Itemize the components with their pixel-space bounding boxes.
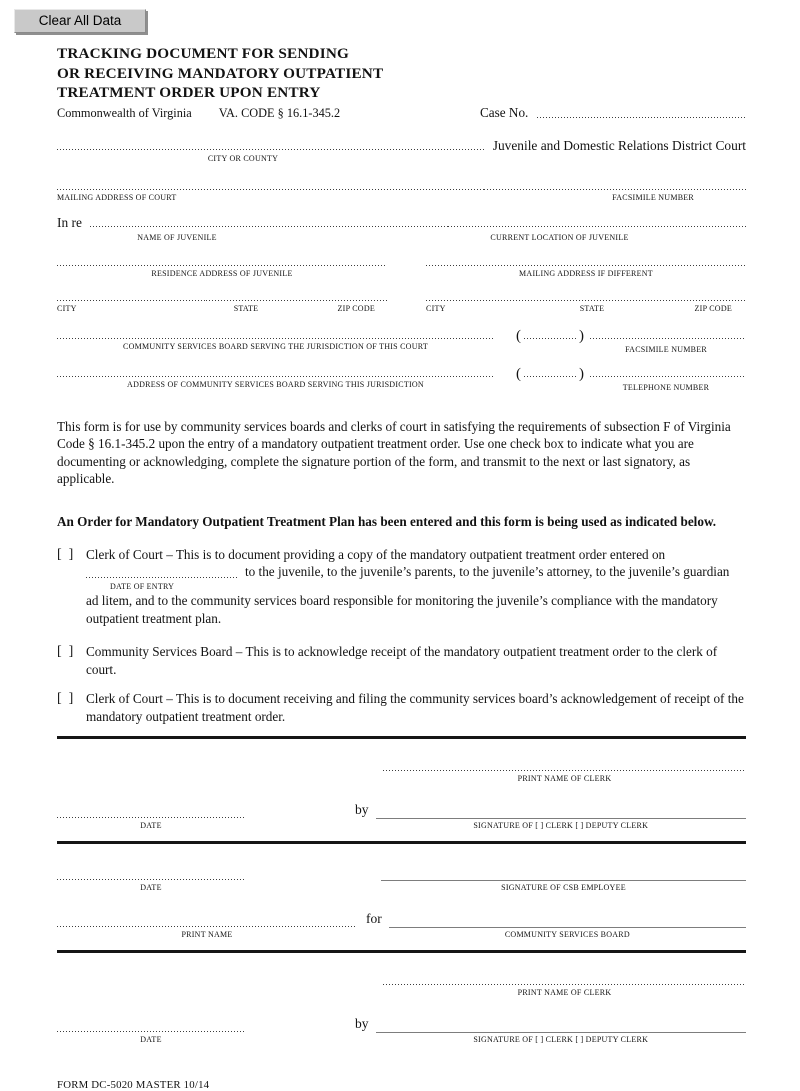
clerk-top-by-label: by — [355, 801, 369, 817]
clerk-copy-text-line2: to the juvenile, to the juvenile’s parents, to the juvenile’s attorney, to the juvenile’s guardian — [245, 564, 730, 580]
clerk-top-date-label: DATE — [140, 820, 162, 830]
mailing-zip-label: ZIP CODE — [694, 303, 732, 313]
court-facsimile-label: FACSIMILE NUMBER — [612, 192, 694, 202]
residence-state-field[interactable] — [206, 291, 305, 302]
csb-print-name-field[interactable] — [57, 917, 357, 928]
court-name-label: Juvenile and Domestic Relations District Court — [492, 137, 746, 153]
form-number: FORM DC-5020 MASTER 10/14 — [57, 1078, 210, 1091]
csb-address-label: ADDRESS OF COMMUNITY SERVICES BOARD SERVING THIS JURISDICTION — [127, 379, 424, 389]
clerk-copy-text-line3: ad litem, and to the community services board responsible for monitoring the juvenile’s compliance with the mandatory outpatient treatment plan. — [86, 593, 718, 626]
title-block — [57, 44, 383, 121]
clerk-bottom-signature-field[interactable] — [376, 1020, 747, 1033]
csb-address-row — [57, 367, 746, 393]
checkbox-item-clerk-copy — [57, 546, 746, 627]
date-of-entry-label: DATE OF ENTRY — [110, 582, 175, 592]
residence-city-field[interactable] — [57, 291, 206, 302]
residence-state-label: STATE — [233, 303, 259, 313]
csb-telephone-label: TELEPHONE NUMBER — [622, 382, 710, 392]
fax-paren-open: ( — [516, 327, 521, 344]
csb-employee-signature-field[interactable] — [381, 868, 746, 881]
csb-facsimile-label: FACSIMILE NUMBER — [625, 344, 707, 354]
subtitle-row — [57, 106, 383, 121]
current-location-label: CURRENT LOCATION OF JUVENILE — [490, 232, 629, 242]
clerk-bottom-date-label: DATE — [140, 1034, 162, 1044]
city-state-zip-row — [57, 291, 746, 315]
city-or-county-label: CITY OR COUNTY — [207, 153, 279, 163]
community-services-board-field[interactable] — [389, 915, 746, 928]
mailing-if-different-field[interactable] — [426, 256, 746, 267]
clerk-copy-text-line1: Clerk of Court – This is to document providing a copy of the mandatory outpatient treatment order entered on — [86, 546, 666, 562]
csb-date-field[interactable] — [57, 870, 245, 881]
clerk-top-print-name-field[interactable] — [383, 761, 746, 772]
in-re-label: In re — [57, 214, 82, 230]
phone-paren-close: ) — [579, 365, 584, 382]
clerk-bottom-print-name-label: PRINT NAME OF CLERK — [517, 987, 612, 997]
name-of-juvenile-field[interactable] — [90, 217, 448, 228]
section-divider-1 — [57, 736, 746, 739]
form-header — [57, 44, 746, 121]
csb-telephone-number-field[interactable] — [590, 367, 746, 378]
page-title-line1: TRACKING DOCUMENT FOR SENDING — [57, 45, 349, 62]
signature-block-clerk-top — [57, 761, 746, 831]
checkbox-item-csb-receipt — [57, 643, 746, 678]
page-title-line2: OR RECEIVING MANDATORY OUTPATIENT — [57, 64, 384, 82]
court-address-row — [57, 180, 746, 203]
city-or-county-field[interactable] — [57, 140, 485, 151]
csb-receipt-text: Community Services Board – This is to acknowledge receipt of the mandatory outpatient treatment order to the clerk of court. — [86, 644, 718, 677]
csb-date-label: DATE — [140, 882, 162, 892]
community-services-board-label: COMMUNITY SERVICES BOARD — [504, 929, 630, 939]
case-no-field[interactable] — [537, 108, 746, 119]
mailing-city-label: CITY — [426, 303, 446, 313]
clerk-bottom-date-field[interactable] — [57, 1022, 245, 1033]
residence-address-field[interactable] — [57, 256, 387, 267]
case-no-label: Case No. — [480, 104, 529, 120]
csb-name-field[interactable] — [57, 329, 494, 340]
mailing-address-of-court-field[interactable] — [57, 180, 484, 191]
form-page — [57, 44, 746, 1091]
current-location-field[interactable] — [448, 217, 746, 228]
date-of-entry-field[interactable] — [86, 567, 238, 578]
phone-paren-open: ( — [516, 365, 521, 382]
court-facsimile-field[interactable] — [484, 180, 746, 191]
clerk-bottom-print-name-field[interactable] — [383, 975, 746, 986]
section-divider-3 — [57, 950, 746, 953]
juvenile-address-row — [57, 256, 746, 279]
clerk-bottom-by-label: by — [355, 1015, 369, 1031]
mailing-city-field[interactable] — [426, 291, 570, 302]
csb-name-label: COMMUNITY SERVICES BOARD SERVING THE JURISDICTION OF THIS COURT — [123, 341, 428, 351]
csb-receipt-checkbox[interactable]: [ ] — [57, 644, 74, 660]
clerk-copy-checkbox[interactable]: [ ] — [57, 546, 74, 562]
residence-zip-field[interactable] — [305, 291, 388, 302]
mailing-state-field[interactable] — [570, 291, 666, 302]
court-name-row — [57, 137, 746, 163]
mailing-state-label: STATE — [579, 303, 605, 313]
mailing-if-different-label: MAILING ADDRESS IF DIFFERENT — [519, 268, 653, 278]
case-no-row — [480, 53, 746, 121]
commonwealth-label: Commonwealth of Virginia — [57, 105, 192, 120]
clerk-top-signature-field[interactable] — [376, 806, 747, 819]
clerk-top-signature-label: SIGNATURE OF [ ] CLERK [ ] DEPUTY CLERK — [473, 820, 649, 830]
section-divider-2 — [57, 841, 746, 844]
checkbox-item-clerk-filing — [57, 690, 746, 725]
csb-for-label: for — [366, 910, 382, 926]
name-of-juvenile-label: NAME OF JUVENILE — [137, 232, 217, 242]
fax-paren-close: ) — [579, 327, 584, 344]
csb-telephone-area-code-field[interactable] — [524, 367, 576, 378]
signature-block-csb — [57, 868, 746, 940]
clerk-filing-text: Clerk of Court – This is to document receiving and filing the community services board’s acknowledgement of receipt of the mandatory outpatient treatment order. — [86, 691, 744, 725]
csb-address-field[interactable] — [57, 367, 494, 378]
csb-name-row — [57, 329, 746, 355]
csb-fax-number-field[interactable] — [590, 329, 746, 340]
residence-city-label: CITY — [57, 303, 77, 313]
mailing-zip-field[interactable] — [666, 291, 746, 302]
clerk-top-print-name-label: PRINT NAME OF CLERK — [517, 773, 612, 783]
clerk-filing-checkbox[interactable]: [ ] — [57, 691, 74, 707]
page-title-line3: TREATMENT ORDER UPON ENTRY — [57, 84, 321, 101]
csb-employee-signature-label: SIGNATURE OF CSB EMPLOYEE — [501, 882, 626, 892]
clear-all-data-button[interactable]: Clear All Data — [14, 9, 146, 33]
in-re-row — [57, 215, 746, 244]
clerk-bottom-signature-label: SIGNATURE OF [ ] CLERK [ ] DEPUTY CLERK — [473, 1034, 649, 1044]
csb-fax-area-code-field[interactable] — [524, 329, 576, 340]
clerk-top-date-field[interactable] — [57, 808, 245, 819]
residence-address-label: RESIDENCE ADDRESS OF JUVENILE — [151, 268, 293, 278]
instructions-paragraph: This form is for use by community services boards and clerks of court in satisfying the requirements of subsection F of Virginia Code § 16.1-345.2 upon the entry of a mandatory outpatient treatment order. Use one check box to indicate what you are documenting or acknowledging, complete the signature portion of the form, and transmit to the next or last signatory, as applicable. — [57, 418, 731, 487]
residence-zip-label: ZIP CODE — [337, 303, 375, 313]
mailing-address-of-court-label: MAILING ADDRESS OF COURT — [57, 192, 177, 202]
order-statement: An Order for Mandatory Outpatient Treatment Plan has been entered and this form is being used as indicated below. — [57, 513, 717, 529]
csb-print-name-label: PRINT NAME — [181, 929, 233, 939]
signature-block-clerk-bottom — [57, 975, 746, 1045]
va-code-label: VA. CODE § 16.1-345.2 — [218, 105, 341, 120]
